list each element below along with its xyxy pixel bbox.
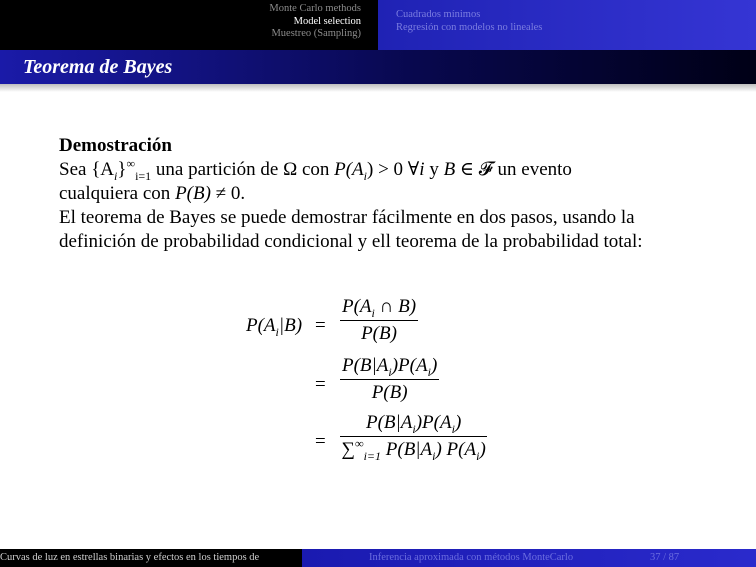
text-sea: Sea [59,159,92,180]
set-sup: ∞ [126,156,136,171]
proof-heading: Demostración [59,135,172,156]
section-navigation [0,0,378,50]
nav-subsection-cuadrados[interactable]: Cuadrados mínimos [396,9,481,20]
set-sub: i=1 [135,168,152,183]
r3-den-sub1: i [432,448,436,463]
equation-step-2 [338,355,441,404]
lhs-end: |B) [278,315,303,336]
proof-block [59,134,719,254]
r3-den-b: ) P(A [435,439,477,460]
r3-num-a: P(B|A [366,412,413,433]
r2-num-a: P(B|A [342,355,389,376]
r1-num-sub: i [371,305,375,320]
equation-step-1 [338,296,420,345]
fraction-1-denominator: P(B) [361,323,397,344]
r3-den-a: P(B|A [381,439,433,460]
fraction-3 [340,412,487,461]
proof-line-4: definición de probabilidad condicional y ell teorema de la probabilidad total: [59,231,643,252]
set-open: {A [91,159,115,180]
r2-num-sub1: i [388,364,392,379]
sigma-algebra: 𝓕 [478,159,493,180]
r2-num-b: )P(A [391,355,428,376]
fraction-2-numerator [340,355,439,380]
prob-ai: P(A [334,159,364,180]
fraction-3-denominator [341,437,485,461]
equals-sign-3: = [315,431,326,452]
r1-num-a: P(A [342,296,372,317]
nav-section-model-selection[interactable]: Model selection [293,15,361,27]
equals-sign-2: = [315,374,326,395]
prob-b: P(B) [175,183,211,204]
equation-lhs [246,315,302,337]
text-neq: ≠ 0. [210,183,246,204]
r3-num-sub2: i [451,421,455,436]
r3-num-sub1: i [412,421,416,436]
fraction-2-denominator: P(B) [371,382,408,403]
nav-section-muestreo[interactable]: Muestreo (Sampling) [271,28,361,39]
r3-den-c: ) [479,439,486,460]
fraction-2 [340,355,439,404]
bayes-derivation [0,290,756,480]
summation-symbol: ∑ [341,439,356,460]
sum-upper: ∞ [355,436,364,451]
r2-num-sub2: i [427,364,431,379]
equals-sign-1: = [315,315,326,336]
proof-line-2 [59,182,719,206]
lhs-a: P(A [246,315,276,336]
text-greater: ) > 0 ∀ [367,159,420,180]
fraction-3-numerator [340,412,487,437]
proof-line-1 [59,158,719,182]
var-b: B [443,159,456,180]
r3-den-sub2: i [476,448,480,463]
footer-author-title: Curvas de luz en estrellas binarias y efectos en los tiempos de [0,549,302,567]
prob-ai-sub: i [363,168,368,183]
nav-subsection-regresion[interactable]: Regresión con modelos no lineales [396,21,543,33]
nav-section-monte-carlo[interactable]: Monte Carlo methods [269,3,361,14]
r2-num-c: ) [430,355,438,376]
r3-num-b: )P(A [415,412,452,433]
var-i: i [419,159,425,180]
fraction-1 [340,296,418,345]
text-in: ∈ [455,159,479,180]
set-index: i [114,168,118,183]
lhs-sub: i [275,324,279,339]
set-close: } [117,159,127,180]
equation-step-3 [338,412,489,461]
sum-lower: i=1 [363,448,382,463]
proof-line-3: El teorema de Bayes se puede demostrar fácilmente en dos pasos, usando la [59,207,635,228]
text-evento: un evento [492,159,572,180]
r1-num-end: ∩ B) [374,296,417,317]
headline-nav [0,0,756,50]
r3-num-c: ) [454,412,462,433]
footline [0,549,756,567]
text-cualquiera: cualquiera con [59,183,176,204]
footer-right [302,549,756,567]
footer-page-number: 37 / 87 [650,552,680,563]
frame-title: Teorema de Bayes [0,50,756,84]
fraction-1-numerator [340,296,418,321]
text-y: y [424,159,444,180]
text-particion: una partición de Ω con [151,159,335,180]
subsection-navigation [378,0,756,50]
title-shadow [0,84,756,92]
footer-presentation-title: Inferencia aproximada con métodos MonteCarlo [369,552,574,563]
